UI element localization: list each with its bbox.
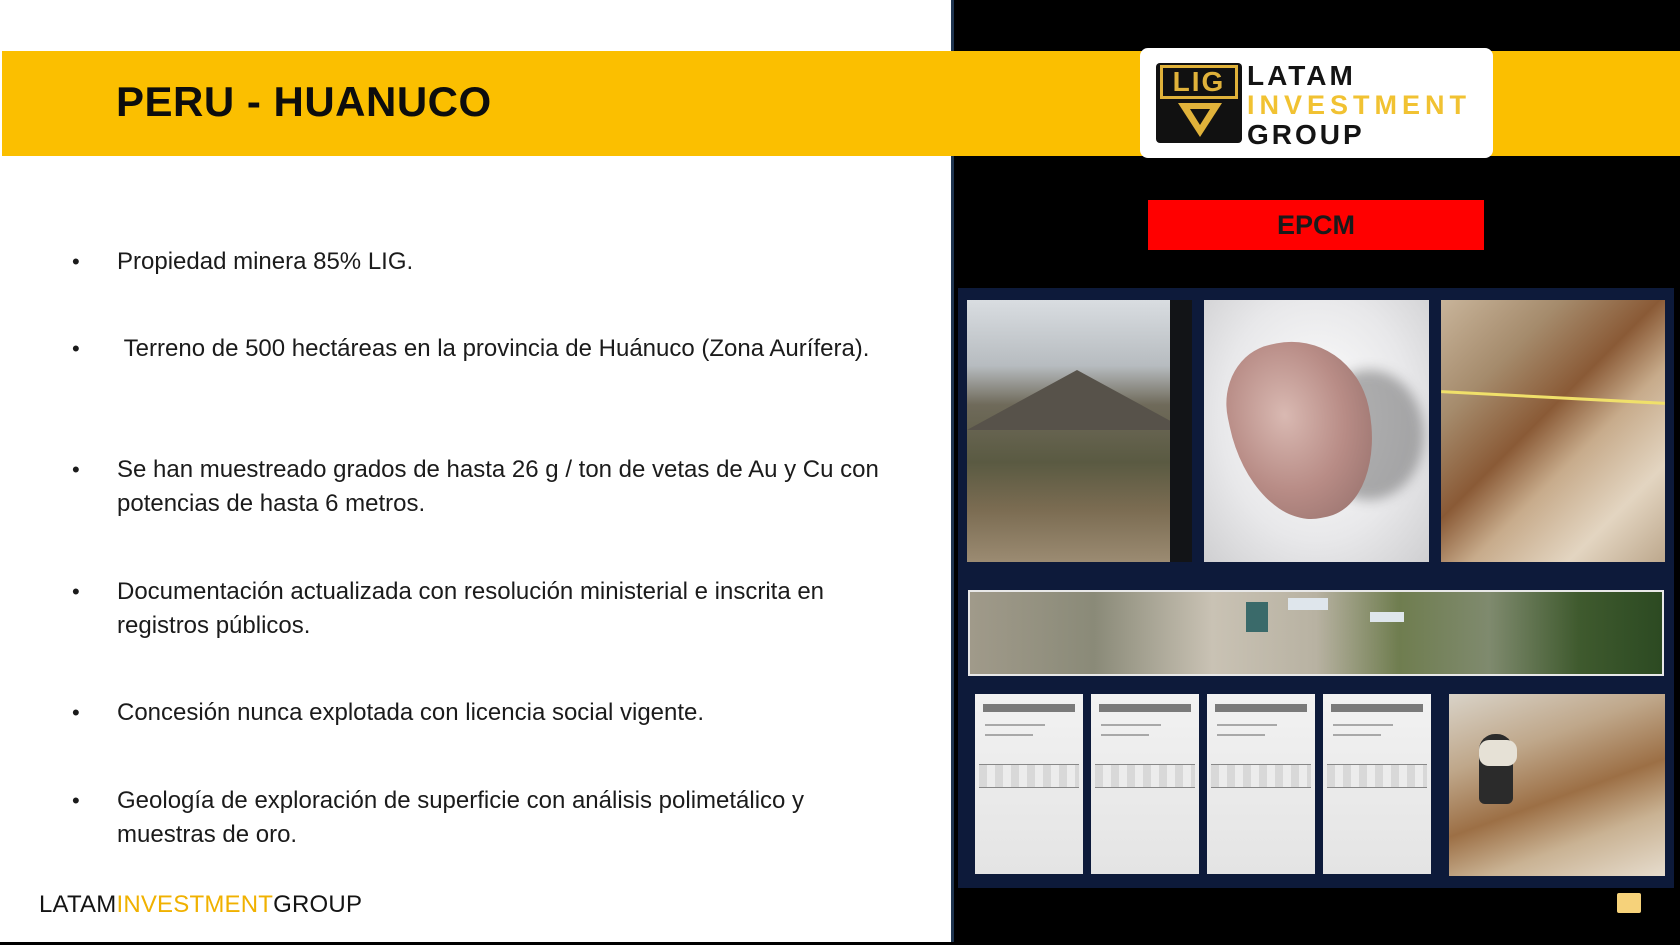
- report-table: [1327, 764, 1427, 788]
- bullet-dot: •: [72, 788, 80, 813]
- report-header: [983, 704, 1075, 712]
- photo-frame-edge: [1170, 300, 1192, 562]
- footer-brand: [39, 891, 362, 919]
- bullet-dot: •: [72, 457, 80, 482]
- footer-brand-part3: GROUP: [273, 891, 363, 918]
- building-roof: [1288, 598, 1328, 610]
- building-roof: [1370, 612, 1404, 622]
- report-line: [1101, 724, 1161, 726]
- report-header: [1331, 704, 1423, 712]
- rock-vein-photo: [1441, 300, 1665, 562]
- footer-brand-part2: INVESTMENT: [116, 891, 274, 918]
- rock-sample-photo: [1204, 300, 1429, 562]
- logo-triangle-inner: [1190, 109, 1210, 125]
- logo-text-line2: INVESTMENT: [1247, 90, 1472, 120]
- pond: [1246, 602, 1268, 632]
- logo-text-line3: GROUP: [1247, 119, 1365, 150]
- footer-brand-part1: LATAM: [39, 891, 117, 918]
- report-line: [1217, 724, 1277, 726]
- lab-report-photo: [1091, 694, 1199, 874]
- field-sampling-photo: [1449, 694, 1665, 876]
- report-line: [1217, 734, 1265, 736]
- slide-title: PERU - HUANUCO: [116, 78, 492, 125]
- mountain-ridge: [967, 370, 1187, 430]
- bullet-text: Se han muestreado grados de hasta 26 g / ton de vetas de Au y Cu con potencias de hasta 6 metros.: [117, 456, 879, 517]
- logo-initials: LIG: [1160, 65, 1238, 99]
- report-line: [985, 724, 1045, 726]
- bullet-text: Geología de exploración de superficie con análisis polimetálico y muestras de oro.: [117, 787, 805, 848]
- report-line: [1333, 724, 1393, 726]
- bullet-dot: •: [72, 700, 80, 725]
- lab-report-photo: [1323, 694, 1431, 874]
- logo-mark-icon: [1156, 63, 1242, 143]
- report-line: [985, 734, 1033, 736]
- logo-text-line1: LATAM: [1247, 60, 1356, 91]
- mountain-photo: [967, 300, 1192, 562]
- bullet-dot: •: [72, 336, 80, 361]
- measuring-tape: [1441, 390, 1665, 405]
- rock-sample: [1215, 327, 1389, 532]
- report-header: [1215, 704, 1307, 712]
- report-table: [1095, 764, 1195, 788]
- lab-report-photo: [975, 694, 1083, 874]
- bullet-text: Concesión nunca explotada con licencia social vigente.: [117, 699, 705, 726]
- bullet-text: Propiedad minera 85% LIG.: [117, 248, 414, 275]
- report-table: [979, 764, 1079, 788]
- lab-report-photo: [1207, 694, 1315, 874]
- bullet-text: Documentación actualizada con resolución ministerial e inscrita en registros públicos.: [117, 578, 825, 639]
- bullet-dot: •: [72, 249, 80, 274]
- epcm-label: EPCM: [1148, 200, 1484, 250]
- aerial-site-photo: [968, 590, 1664, 676]
- report-header: [1099, 704, 1191, 712]
- geologist-shirt: [1479, 740, 1517, 766]
- bullet-dot: •: [72, 579, 80, 604]
- bullet-text: Terreno de 500 hectáreas en la provincia de Huánuco (Zona Aurífera).: [117, 335, 870, 362]
- report-line: [1101, 734, 1149, 736]
- slide-note-icon[interactable]: [1617, 893, 1641, 913]
- report-line: [1333, 734, 1381, 736]
- report-table: [1211, 764, 1311, 788]
